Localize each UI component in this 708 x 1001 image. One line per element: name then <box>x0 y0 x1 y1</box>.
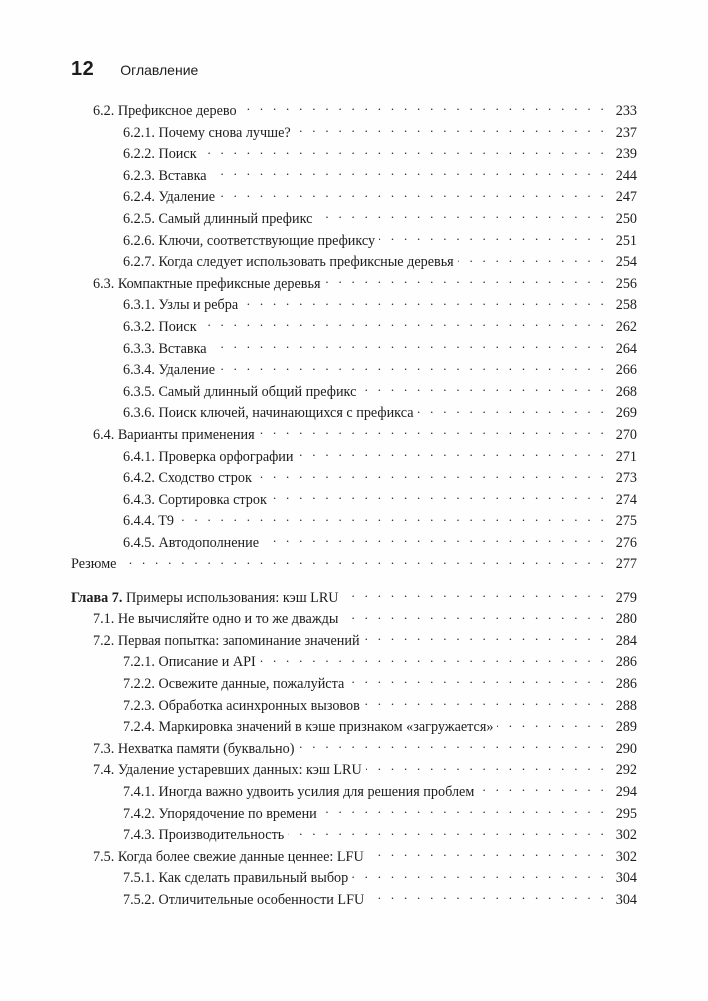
toc-entry-text: Узлы и ребра <box>158 297 239 314</box>
toc-page-number: 258 <box>615 297 637 314</box>
dot-leader <box>211 166 607 180</box>
running-header-title: Оглавление <box>120 62 199 78</box>
toc-entry-title <box>93 847 364 869</box>
toc-page-number: 294 <box>615 783 637 800</box>
page-number: 12 <box>71 58 95 80</box>
toc-entry-number: 6.3.5. <box>123 383 155 400</box>
toc-page-number: 268 <box>615 383 637 400</box>
toc-entry-text: Когда более свежие данные ценнее: LFU <box>117 848 364 865</box>
dot-leader <box>219 360 607 374</box>
toc-entry-number: 7.5. <box>93 848 115 865</box>
toc-entry-text: Резюме <box>71 556 117 573</box>
toc-entry[interactable] <box>71 382 637 404</box>
toc-entry-text: Удаление устаревших данных: кэш LRU <box>117 762 362 779</box>
toc-entry-title <box>93 425 255 447</box>
toc-entry[interactable] <box>71 166 637 188</box>
toc-entry-number: 6.2. <box>93 103 115 119</box>
dot-leader <box>497 717 607 731</box>
toc-page-number: 247 <box>615 189 637 206</box>
toc-page-number: 237 <box>615 124 637 141</box>
toc-entry-title <box>71 554 116 576</box>
toc-entry-number: 6.2.5. <box>123 210 155 227</box>
dot-leader <box>366 760 607 774</box>
toc-page-number: 289 <box>615 719 637 736</box>
toc-entry-number: 7.3. <box>93 740 115 757</box>
toc-entry-title <box>123 652 256 674</box>
toc-page-number: 277 <box>615 556 637 573</box>
toc-entry[interactable] <box>71 674 637 696</box>
toc-entry-text: Поиск <box>158 146 197 163</box>
toc-entry-text: Не вычисляйте одно и то же дважды <box>117 611 339 628</box>
toc-entry-number: 7.1. <box>93 611 115 628</box>
toc-entry[interactable] <box>71 187 637 209</box>
toc-entry-text: Компактные префиксные деревья <box>117 275 321 292</box>
dot-leader <box>241 101 607 115</box>
toc-page-number: 250 <box>615 210 637 227</box>
dot-leader <box>478 782 607 796</box>
toc-entry-text: Отличительные особенности LFU <box>158 891 365 908</box>
dot-leader <box>178 511 607 525</box>
toc-entry[interactable] <box>71 760 637 782</box>
toc-entry-text: Нехватка памяти (буквально) <box>117 740 295 757</box>
toc-entry-title <box>123 511 174 533</box>
toc-page-number: 271 <box>615 448 637 465</box>
toc-entry-title <box>123 295 238 317</box>
dot-leader <box>368 847 607 861</box>
toc-page-number: 304 <box>615 891 637 908</box>
toc-page-number: 284 <box>615 632 637 649</box>
toc-entry-number: 6.3. <box>93 275 115 292</box>
toc-entry[interactable] <box>71 252 637 274</box>
dot-leader <box>348 674 607 688</box>
toc-entry[interactable] <box>71 274 637 296</box>
toc-entry-title <box>123 533 259 555</box>
toc-entry-text: Примеры использования: кэш LRU <box>125 589 339 606</box>
toc-entry-number: 6.3.6. <box>123 405 155 422</box>
toc-entry-text: Иногда важно удвоить усилия для решения проблем <box>158 783 475 800</box>
toc-entry[interactable] <box>71 631 637 653</box>
toc-entry-number: 6.2.2. <box>123 146 155 163</box>
dot-leader <box>321 804 607 818</box>
dot-leader <box>288 825 607 839</box>
toc-entry[interactable] <box>71 868 637 890</box>
toc-page-number: 269 <box>615 405 637 422</box>
toc-entry-title <box>93 760 362 782</box>
toc-entry[interactable] <box>71 696 637 718</box>
toc-entry-number: 7.5.2. <box>123 891 155 908</box>
toc-entry-text: Упорядочение по времени <box>158 805 317 822</box>
dot-leader <box>379 231 607 245</box>
toc-entry-number: 6.2.3. <box>123 167 155 184</box>
toc-entry-text: Ключи, соответствующие префиксу <box>158 232 376 249</box>
toc-entry-text: Удаление <box>158 362 216 379</box>
toc-entry-text: Первая попытка: запоминание значений <box>117 632 360 649</box>
toc-entry-title <box>93 274 321 296</box>
toc-entry-title <box>123 339 207 361</box>
toc-entry-text: Самый длинный префикс <box>158 210 313 227</box>
toc-entry-title <box>93 631 360 653</box>
toc-entry-number: 6.4.1. <box>123 448 155 465</box>
toc-entry-number: 6.3.3. <box>123 340 155 357</box>
dot-leader <box>201 144 607 158</box>
toc-entry-text: Производительность <box>158 827 285 844</box>
toc-entry-number: 7.2.3. <box>123 697 155 714</box>
toc-entry-text: Вставка <box>158 340 207 357</box>
toc-entry-number: 7.2.1. <box>123 654 155 671</box>
toc-entry-number: 6.4. <box>93 426 115 443</box>
toc-entry-text: Освежите данные, пожалуйста <box>158 675 345 692</box>
toc-page-number: 302 <box>615 848 637 865</box>
dot-leader <box>298 447 608 461</box>
toc-entry-title <box>123 187 215 209</box>
toc-entry-title <box>123 890 364 912</box>
toc-entry[interactable] <box>71 295 637 317</box>
toc-entry-number: 6.4.3. <box>123 491 155 508</box>
toc-entry-number: 7.2.2. <box>123 675 155 692</box>
dot-leader <box>360 382 607 396</box>
toc-entry-text: Автодополнение <box>158 534 260 551</box>
toc-entry[interactable] <box>71 360 637 382</box>
toc-entry-number: 6.4.5. <box>123 534 155 551</box>
toc-entry-title <box>123 209 312 231</box>
toc-page-number: 274 <box>615 491 637 508</box>
toc-entry-number: 7.2.4. <box>123 719 155 736</box>
toc-entry[interactable] <box>71 782 637 804</box>
dot-leader <box>211 339 607 353</box>
toc-page-number: 233 <box>615 103 637 119</box>
dot-leader <box>418 403 608 417</box>
toc-page-number: 275 <box>615 513 637 530</box>
toc-entry[interactable] <box>71 825 637 847</box>
toc-page-number: 244 <box>615 167 637 184</box>
toc-entry-number: 6.2.6. <box>123 232 155 249</box>
toc-entry[interactable] <box>71 804 637 826</box>
toc-page-number: 286 <box>615 675 637 692</box>
toc-page-number: 280 <box>615 611 637 628</box>
dot-leader <box>120 554 607 568</box>
toc-entry[interactable] <box>71 739 637 761</box>
toc-entry-number: 7.4.1. <box>123 783 155 800</box>
toc-entry-title <box>123 144 197 166</box>
toc-entry[interactable] <box>71 209 637 231</box>
dot-leader <box>295 123 607 137</box>
toc-entry-title <box>123 825 284 847</box>
toc-entry-number: 7.5.1. <box>123 870 155 887</box>
toc-entry-text: Вставка <box>158 167 207 184</box>
toc-page-number: 262 <box>615 318 637 335</box>
toc-entry[interactable] <box>71 890 637 912</box>
toc-entry-title <box>71 588 339 610</box>
toc-entry-text: Сортировка строк <box>158 491 267 508</box>
toc-page-number: 292 <box>615 762 637 779</box>
dot-leader <box>316 209 607 223</box>
toc-entry-title <box>123 468 252 490</box>
toc-entry-text: Поиск <box>158 318 197 335</box>
toc-entry-number: 7.4.3. <box>123 827 155 844</box>
dot-leader <box>364 696 607 710</box>
toc-entry-text: Самый длинный общий префикс <box>158 383 357 400</box>
toc-entry-text: Описание и API <box>158 654 256 671</box>
dot-leader <box>342 609 607 623</box>
toc-entry-title <box>93 101 237 123</box>
toc-entry[interactable] <box>71 652 637 674</box>
dot-leader <box>298 739 607 753</box>
toc-entry-text: Почему снова лучше? <box>158 124 291 141</box>
toc-entry[interactable] <box>71 101 637 123</box>
toc-entry[interactable] <box>71 511 637 533</box>
dot-leader <box>343 588 607 602</box>
dot-leader <box>219 187 607 201</box>
toc-entry[interactable] <box>71 144 637 166</box>
toc-entry-title <box>123 166 207 188</box>
toc-entry-text: Варианты применения <box>117 426 255 443</box>
toc-entry-number: 6.2.7. <box>123 254 155 271</box>
toc-entry-text: Удаление <box>158 189 216 206</box>
toc-entry-title <box>123 490 267 512</box>
toc-page-number: 264 <box>615 340 637 357</box>
toc-entry-number: 7.4.2. <box>123 805 155 822</box>
toc-entry-title <box>123 804 317 826</box>
toc-entry-title <box>123 674 344 696</box>
toc-entry-title <box>123 403 414 425</box>
dot-leader <box>368 890 607 904</box>
toc-entry[interactable] <box>71 447 637 469</box>
toc-entry-text: Обработка асинхронных вызовов <box>158 697 360 714</box>
toc-entry-title <box>123 782 474 804</box>
toc-page-number: 302 <box>615 827 637 844</box>
dot-leader <box>201 317 607 331</box>
dot-leader <box>364 631 607 645</box>
toc-page-number: 273 <box>615 470 637 487</box>
toc-entry-title <box>123 360 215 382</box>
toc-entry-number: Глава 7. <box>71 589 123 606</box>
toc-entry-text: Префиксное дерево <box>117 103 237 119</box>
toc-entry-text: Как сделать правильный выбор <box>158 870 349 887</box>
dot-leader <box>458 252 607 266</box>
toc-entry-title <box>93 739 294 761</box>
dot-leader <box>259 425 607 439</box>
toc-entry[interactable] <box>71 123 637 145</box>
toc-entry-title <box>123 447 294 469</box>
toc-page-number: 251 <box>615 232 637 249</box>
toc-entry-title <box>123 231 375 253</box>
toc-entry-number: 6.3.1. <box>123 297 155 314</box>
toc-entry-text: Сходство строк <box>158 470 252 487</box>
toc-chapter-entry[interactable] <box>71 588 637 610</box>
toc-entry-text: Проверка орфографии <box>158 448 294 465</box>
toc-entry-title <box>123 252 454 274</box>
toc-page-number: 288 <box>615 697 637 714</box>
toc-entry-title <box>123 717 493 739</box>
toc-entry[interactable] <box>71 609 637 631</box>
dot-leader <box>260 652 607 666</box>
toc-page-number: 239 <box>615 146 637 163</box>
toc-entry-title <box>123 317 197 339</box>
dot-leader <box>325 274 608 288</box>
toc-entry-number: 6.4.2. <box>123 470 155 487</box>
toc-entry[interactable] <box>71 490 637 512</box>
toc-entry-title <box>93 609 338 631</box>
toc-entry-text: T9 <box>158 513 174 530</box>
dot-leader <box>263 533 607 547</box>
toc-entry-text: Поиск ключей, начинающихся с префикса <box>158 405 414 422</box>
toc-entry-text: Маркировка значений в кэше признаком «загружается» <box>158 719 494 736</box>
toc-entry-text: Когда следует использовать префиксные деревья <box>158 254 454 271</box>
dot-leader <box>256 468 607 482</box>
dot-leader <box>271 490 607 504</box>
toc-entry[interactable] <box>71 339 637 361</box>
toc-entry-title <box>123 123 291 145</box>
toc-page-number: 270 <box>615 426 637 443</box>
toc-page-number: 290 <box>615 740 637 757</box>
toc-page-number: 276 <box>615 534 637 551</box>
toc-entry-number: 7.2. <box>93 632 115 649</box>
toc-entry[interactable] <box>71 231 637 253</box>
toc-entry-number: 6.2.4. <box>123 189 155 206</box>
toc-entry[interactable] <box>71 403 637 425</box>
toc-entry-title <box>123 868 348 890</box>
toc-entry-number: 6.2.1. <box>123 124 155 141</box>
toc-entry[interactable] <box>71 533 637 555</box>
toc-entry-number: 6.3.2. <box>123 318 155 335</box>
dot-leader <box>242 295 607 309</box>
toc-entry[interactable] <box>71 317 637 339</box>
table-of-contents <box>71 101 637 911</box>
toc-entry-number: 6.4.4. <box>123 513 155 530</box>
toc-entry-number: 6.3.4. <box>123 362 155 379</box>
toc-page-number: 304 <box>615 870 637 887</box>
toc-entry-title <box>123 382 356 404</box>
toc-entry[interactable] <box>71 425 637 447</box>
toc-page-number: 295 <box>615 805 637 822</box>
toc-entry[interactable] <box>71 717 637 739</box>
toc-entry-title <box>123 696 360 718</box>
toc-page-number: 266 <box>615 362 637 379</box>
toc-entry[interactable] <box>71 847 637 869</box>
page-header <box>71 58 198 81</box>
toc-entry-number: 7.4. <box>93 762 115 779</box>
toc-page-number: 279 <box>615 589 637 606</box>
toc-page-number: 254 <box>615 254 637 271</box>
toc-page-number: 256 <box>615 275 637 292</box>
toc-page-number: 286 <box>615 654 637 671</box>
dot-leader <box>352 868 607 882</box>
toc-entry[interactable] <box>71 468 637 490</box>
toc-entry[interactable] <box>71 554 637 576</box>
